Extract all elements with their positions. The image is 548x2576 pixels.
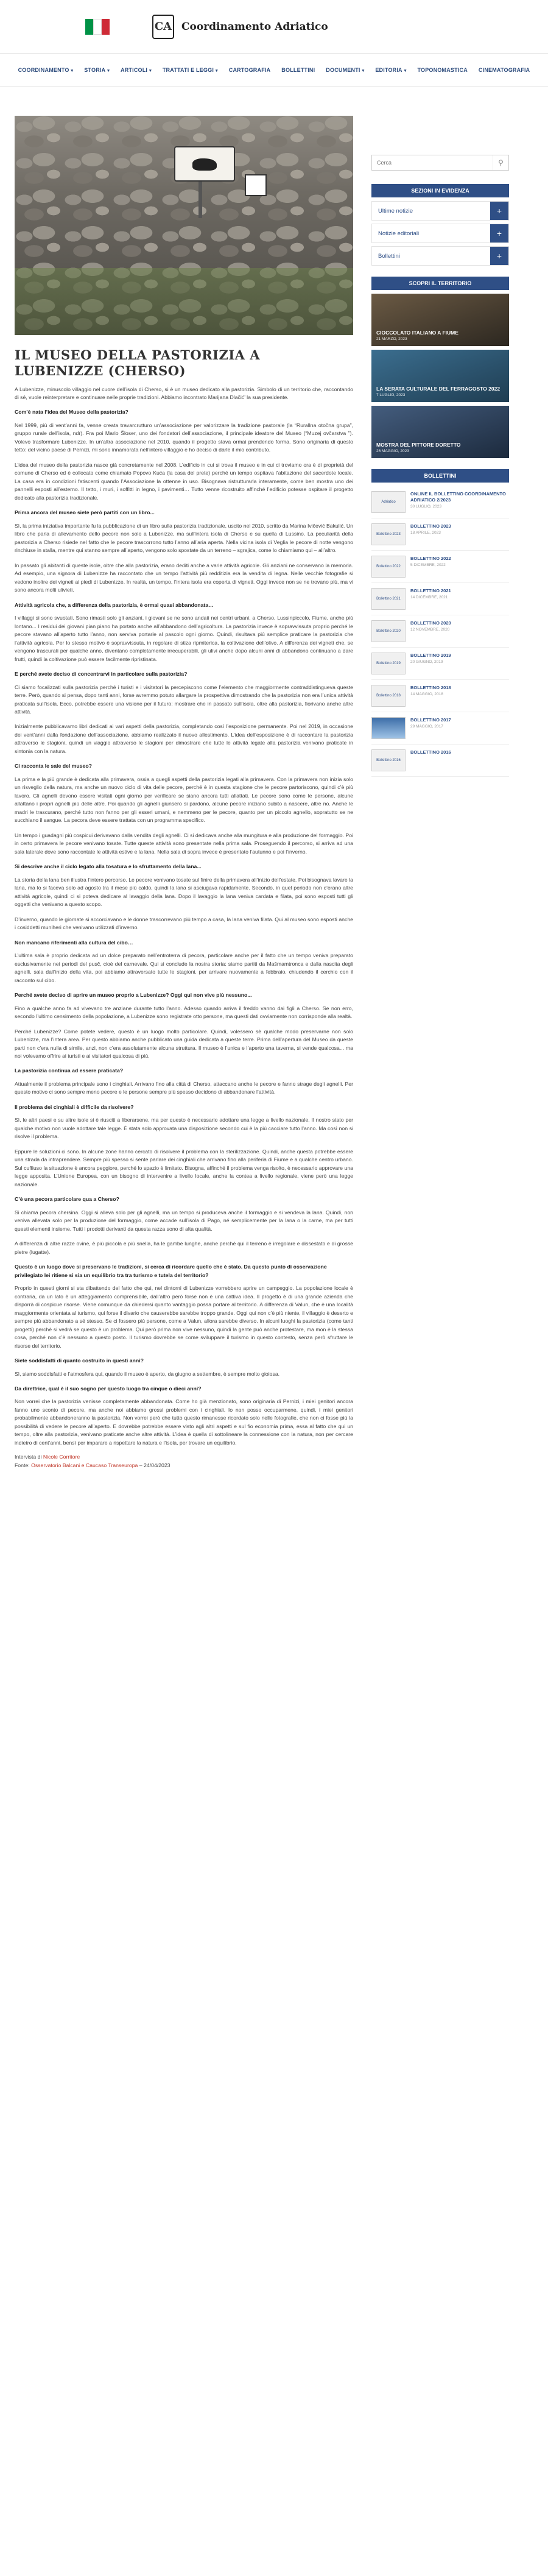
bulletin-title[interactable]: BOLLETTINO 2022 xyxy=(410,556,451,561)
highlights-heading: SEZIONI IN EVIDENZA xyxy=(371,184,509,197)
bulletin-info xyxy=(410,685,451,696)
territory-card[interactable] xyxy=(371,350,509,402)
bulletin-thumbnail[interactable]: Bollettino 2018 xyxy=(371,685,406,707)
bulletin-info xyxy=(410,523,451,535)
interview-question: Questo è un luogo dove si preservano le tradizioni, si cerca di ricordare quello che è stato. Da questo punto di osservazione privilegiato lei ritiene si sia un equilibrio tra tra turismo e tutela del territorio? xyxy=(15,1264,327,1278)
sidebar xyxy=(371,87,509,1468)
nav-item-label: BOLLETTINI xyxy=(281,66,315,73)
territory-card-caption xyxy=(376,442,504,453)
highlight-item[interactable] xyxy=(371,224,509,243)
search-box xyxy=(371,155,509,171)
article-paragraph: D’inverno, quando le giornate si accorciavano e le donne trascorrevano più tempo a casa, la lana veniva filata. Qui al museo sono esposti anche i cosiddetti muniheri che venivano utilizzati d’inverno. xyxy=(15,916,353,931)
chevron-down-icon: ▾ xyxy=(71,68,74,73)
highlight-label: Notizie editoriali xyxy=(378,230,420,237)
territory-card-date: 26 MAGGIO, 2023 xyxy=(376,449,409,453)
search-icon[interactable]: ⚲ xyxy=(493,155,508,170)
article-source xyxy=(15,1462,353,1468)
bulletin-date: 5 DICEMBRE, 2022 xyxy=(410,562,446,567)
museum-sign xyxy=(174,146,235,182)
interview-question: La pastorizia continua ad essere praticata? xyxy=(15,1067,124,1074)
bulletin-thumbnail[interactable]: Bollettino 2020 xyxy=(371,620,406,642)
nav-item-label: DOCUMENTI xyxy=(326,66,360,73)
bulletin-title[interactable]: BOLLETTINO 2017 xyxy=(410,717,451,723)
chevron-down-icon: ▾ xyxy=(362,68,365,73)
bulletin-item[interactable] xyxy=(371,680,509,712)
interview-question: Da direttrice, qual è il suo sogno per questo luogo tra cinque o dieci anni? xyxy=(15,1385,202,1392)
bulletin-item[interactable] xyxy=(371,745,509,777)
nav-item-cinematografia[interactable] xyxy=(473,67,535,73)
article-body xyxy=(15,386,353,1448)
nav-item-label: CARTOGRAFIA xyxy=(228,66,271,73)
bulletin-title[interactable]: BOLLETTINO 2016 xyxy=(410,749,451,755)
bulletin-info xyxy=(410,491,509,509)
bulletin-item[interactable] xyxy=(371,648,509,680)
nav-item-coordinamento[interactable] xyxy=(13,67,79,73)
interview-question: C’è una pecora particolare qua a Cherso? xyxy=(15,1196,119,1203)
interview-question: Si descrive anche il ciclo legato alla tosatura e lo sfruttamento della lana... xyxy=(15,863,202,870)
sheep-sign xyxy=(245,174,267,196)
chevron-down-icon: ▾ xyxy=(149,68,152,73)
territory-card-title[interactable]: MOSTRA DEL PITTORE DORETTO xyxy=(376,441,461,448)
article-paragraph: L’ultima sala è proprio dedicata ad un dolce preparato nell’entroterra di pecora, particolare anche per il fatto che un tempo veniva preparato esclusivamente nei periodi del pusč, cioè del carnevale. Qui si conclude la nostra storia: siamo partiti da Mašmamtronca e dalla nascita degli agnelli, sala dall’inizio della vita, poi abbiamo attraversato tutte le stagioni, per arrivare nuovamente a febbraio, chiudendo il cerchio con il racconto sul cibo. xyxy=(15,952,353,983)
bulletin-info xyxy=(410,588,451,600)
article-paragraph: Inizialmente pubblicavamo libri dedicati ai vari aspetti della pastorizia, completando così l’esposizione permanente. Poi nel 2019, in occasione dei vent’anni dalla fondazione dell’associazione, abbiamo realizzato il nuovo allestimento. L’idea dell’esposizione è di raccontare la pastorizia attraverso le stagioni, quindi un viaggio attraverso le stagioni per dimostrare che tutte le attività legate alla pastorizia venivano praticate in sintonia con la natura. xyxy=(15,723,353,754)
bulletin-thumbnail[interactable]: Adriatico xyxy=(371,491,406,513)
bulletin-thumbnail[interactable]: Bollettino 2023 xyxy=(371,523,406,545)
bulletin-title[interactable]: BOLLETTINO 2020 xyxy=(410,620,451,626)
bulletin-thumbnail[interactable]: Bollettino 2019 xyxy=(371,653,406,674)
plus-icon[interactable]: + xyxy=(490,247,508,265)
nav-item-label: EDITORIA xyxy=(375,66,402,73)
bulletin-item[interactable] xyxy=(371,583,509,615)
bulletin-date: 29 MAGGIO, 2017 xyxy=(410,724,443,729)
territory-card-caption xyxy=(376,386,504,397)
interview-question: Il problema dei cinghiali è difficile da risolvere? xyxy=(15,1103,134,1110)
nav-item-label: TRATTATI E LEGGI xyxy=(162,66,214,73)
nav-item-bollettini[interactable] xyxy=(276,67,320,73)
chevron-down-icon: ▾ xyxy=(404,68,407,73)
article-paragraph: Sì, la prima iniziativa importante fu la pubblicazione di un libro sulla pastorizia tradizionale, uscito nel 2010, scritto da Marina Ivičević Bakulić. Un libro che parla di allevamento dello pecore non solo a Lubenizze, ma sull’intera isola di Cherso e su quella di Lussino. La peculiarità della pastorizia a Cherso risiede nel fatto che le pecore trascorrono tutto l’anno all’aria aperta. Nella vicina isola di Veglia le pecore di notte vengono rinchiuse in stalla, mentre qui stanno sempre all’aperto, vengono solo spostate da un terreno – sgrajica, come lo chiamiamo qui – all’altro. xyxy=(15,522,353,554)
article-paragraph: Attualmente il problema principale sono i cinghiali. Arrivano fino alla città di Cherso, attaccano anche le pecore e fanno strage degli agnelli. Per questo motivo ci sono sempre meno pecore e le persone sempre più spesso decidono di abbandonare l’attività. xyxy=(15,1080,353,1095)
nav-item-editoria[interactable] xyxy=(370,67,412,73)
source-separator: – xyxy=(139,1462,144,1469)
interview-question: Prima ancora del museo siete però partiti con un libro... xyxy=(15,509,155,516)
article-paragraph: L’idea del museo della pastorizia nasce già concretamente nel 2008. L’edificio in cui si trova il museo e in cui ci troviamo ora è di proprietà del comune di Cherso ed è collocato come chiamato Popovo Kuća (la casa del prete) perché un tempo ospitava l’abitazione del sacerdote locale. La casa era in condizioni fatiscenti quando l’Associazione la ottenne in uso. Bisognava ristrutturarla interamente, come ben mostra uno dei pannelli esposti all’esterno. Il tetto, i muri, i soffitti in legno, i pavimenti… Tutto venne ricostruito affinché l’edificio potesse ospitare il progetto dedicato alla pastorizia tradizionale. xyxy=(15,461,353,501)
nav-item-documenti[interactable] xyxy=(320,67,370,73)
highlight-label: Ultime notizie xyxy=(378,207,413,214)
nav-item-storia[interactable] xyxy=(79,67,115,73)
bulletin-date: 12 NOVEMBRE, 2020 xyxy=(410,627,450,632)
bulletin-title[interactable]: ONLINE IL BOLLETTINO COORDINAMENTO ADRIATICO 2/2023 xyxy=(410,491,506,503)
nav-item-label: CINEMATOGRAFIA xyxy=(478,66,530,73)
article-paragraph: La prima e la più grande è dedicata alla primavera, ossia a quegli aspetti della pastorizia legati alla primavera. Con la primavera non inizia solo un risveglio della natura, ma anche un nuovo ciclo di vita delle pecore, perché è in questa stagione che le pecore partoriscono, quindi c’è più lavoro. Gli agnelli devono essere visitati ogni giorno per verificare se siano ancora tutti allattati. Le pecore sono come le persone, alcune allattano i propri agnelli più delle altre. Poi quando gli agnelli giunsero si pardono, alcune pecore iniziano subito a nascere, altre no. Anche le madri le trascurano, perché tutto non fanno per gli esseri umani, e nemmeno per le pecore, quanto per un piccolo agnello, sopratutto se ne succhiano il sangue. La pecora deve essere trattata con un programma specifico. xyxy=(15,776,353,824)
article-paragraph: Fino a qualche anno fa ad vivevano tre anziane durante tutto l’anno. Adesso quando arriva il freddo vanno dai figli a Cherso. Se non erro, secondo l’ultimo censimento della popolazione, a Lubenizze sono registrate otto persone, ma questi dati ovviamente non corrisponde alla realtà. xyxy=(15,1005,353,1020)
bulletin-title[interactable]: BOLLETTINO 2018 xyxy=(410,685,451,690)
interview-question: E perché avete deciso di concentrarvi in particolare sulla pastorizia? xyxy=(15,671,188,678)
bulletin-date: 20 GIUGNO, 2019 xyxy=(410,659,443,664)
bulletins-heading: BOLLETTINI xyxy=(371,469,509,483)
article-paragraph: A Lubenizze, minuscolo villaggio nel cuore dell’isola di Cherso, si è un museo dedicato alla pastorizia. Simbolo di un territorio che, raccontando di sé, vuole reinterpretare e continuare nelle proprie tradizioni. Abbiamo incontrato Marijana Dlačić’ la sua presidente. xyxy=(15,386,353,400)
interview-question: Perché avete deciso di aprire un museo proprio a Lubenizze? Oggi qui non vive più nessuno... xyxy=(15,992,252,999)
main-content xyxy=(15,87,353,1468)
territory-card[interactable] xyxy=(371,406,509,458)
article-paragraph: Proprio in questi giorni si sta dibattendo del fatto che qui, nel dintorni di Lubenizze vorrebbero aprire un campeggio. La popolazione locale è contraria, da un lato è un atteggiamento comprensibile, dall’altro però forse non è una cattiva idea. Il progetto è di una grande azienda che disporrà di cospicue risorse. Viene comunque da chiedersi quanto vantaggio possa portare al territorio. A differenza di Valun, che è una località maggiormente orientata al turismo, qui forse il divario che causerebbe sarebbe troppo grande. Oggi qui non c’è più niente, il villaggio è deserto e sempre più abbandonato a sé stesso. Se ci fossero più persone, come a Valun, allora sarebbe diverso. In alcuni luoghi la pastorizia (come tanti progetti) perché si vedrà se questo è un problema. Qui però prima non vive nessuno, quindi la gente può anche protestare, ma mon è la stessa cosa, perché non c’è nessuno a questo posto. Il turismo dovrebbe se come sviluppare il turismo in questo contesto, senza però sfruttare le risorse del territorio. xyxy=(15,1285,353,1349)
bulletin-info xyxy=(410,556,451,567)
bulletin-item[interactable] xyxy=(371,518,509,551)
nav-item-cartografia[interactable] xyxy=(223,67,276,73)
site-header xyxy=(0,0,548,54)
interview-by-label: Intervista di xyxy=(15,1454,42,1460)
article-paragraph: Ci siamo focalizzati sulla pastorizia perché i turisti e i visitatori la percepiscono come l’elemento che maggiormente contraddistingueva queste terre. Però, quando si pensa, dopo tanti anni, forse avremmo potuto allargare la prospettiva dimostrando che la pastorizia non era l’unica attività praticata sull’isola. Ecco, potrebbe essere una visione per il futuro: mostrare che in passato sull’isola, oltre alla pastorizia, fiorivano anche altre attività. xyxy=(15,684,353,715)
article-paragraph: In passato gli abitanti di queste isole, oltre che alla pastorizia, erano dediti anche a varie attività agricole. Gli anziani ne conservano la memoria. Ad esempio, una signora di Lubenizze ha raccontato che un tempo l’attività più redditizia era la vendita di legna. Nelle vecchie fotografie si vedono inoltre dei vigneti ai piedi di Lubenizze. In realtà, un tempo, l’intera isola era coperta di vigneti. Oggi invece non se ne trovano più, ma vi sono ancora molti ulivieti. xyxy=(15,562,353,593)
bulletin-item[interactable] xyxy=(371,486,509,518)
article-paragraph: Nel 1999, più di vent’anni fa, venne creata travarcrutturo un’associazione per valorizzare la tradizione pastorale (la “Rurallna otočna grupa”, gruppo rurale dell’isola, ndr). Fra poi Mario Šloser, uno dei fondatori dell’associazione, il principale ideatore del Museo (“Muzej ovčarstva ”). Volevo trasformare Lubenizze. In un’altra associazione nel 2010, quando il progetto stava ormai prendendo forma. Sono originaria di questo tetto: del vicino paese di Pernizi, mi sono innamorata nell’intero villaggio e ho deciso di darle il mio contributo. xyxy=(15,422,353,453)
bulletin-thumbnail[interactable]: Bollettino 2021 xyxy=(371,588,406,610)
article-paragraph: Un tempo i guadagni più cospicui derivavano dalla vendita degli agnelli. Ci si dedicava anche alla mungitura e alla produzione del formaggio. Poi in certo primavera le pecore venivano tosate. Tutte queste attività sono presentate nella prima sala. Proseguendo il percorso, si arriva ad una sala laterale dove sono raccontate le attività estive e la lana. Nella sala di sopra invece è presentato l’autunno e poi l’inverno. xyxy=(15,832,353,855)
article-paragraph: Sì, siamo soddisfatti e l’atmosfera qui, quando il museo è aperto, da giugno a settembre, è sempre molto gioiosa. xyxy=(15,1370,280,1377)
article-credits xyxy=(15,1454,353,1460)
bulletin-date: 18 APRILE, 2023 xyxy=(410,530,441,535)
bulletin-date: 14 DICEMBRE, 2021 xyxy=(410,595,448,600)
plus-icon[interactable]: + xyxy=(490,224,508,242)
bulletin-info xyxy=(410,653,451,664)
bulletin-date: 14 MAGGIO, 2018 xyxy=(410,692,443,696)
source-prefix: Fonte: xyxy=(15,1462,30,1469)
bulletin-title[interactable]: BOLLETTINO 2023 xyxy=(410,523,451,529)
bulletin-info xyxy=(410,749,451,757)
article-hero-image xyxy=(15,116,353,335)
article-paragraph: Si chiama pecora chersina. Oggi si alleva solo per gli agnelli, ma un tempo si produceva anche il formaggio e si vendeva la lana. Quindi, non veniva allevata solo per la produzione del formaggio, come accade sull’isola di Pago, né semplicemente per la lana o la carne, ma per tutti questi elementi insieme. Tutti i prodotti derivanti da questa razza sono di alta qualità. xyxy=(15,1209,353,1232)
bulletin-title[interactable]: BOLLETTINO 2021 xyxy=(410,588,451,593)
territory-card-date: 7 LUGLIO, 2023 xyxy=(376,393,406,397)
article-title: IL MUSEO DELLA PASTORIZIA A LUBENIZZE (CHERSO) xyxy=(15,347,261,379)
source-link[interactable]: Osservatorio Balcani e Caucaso Transeuropa xyxy=(31,1462,138,1469)
article-paragraph: Perché Lubenizze? Come potete vedere, questo è un luogo molto particolare. Quindi, volessero sè qualche modo preservarne non solo Lubenizze, ma l’intera area. Per questo abbiamo anche pubblicato una guida dedicata a queste terre. Prima dell’apertura del Museo da queste parti non c’era nulla di simile, anzi, non c’era assolutamente alcuna struttura. Il museo è l’unica e l’aperto una taverna, si vende qualcosa... ma noi volevamo offrire ai turisti e ai visitatori qualcosa di più. xyxy=(15,1028,353,1059)
territory-card[interactable] xyxy=(371,294,509,346)
chevron-down-icon: ▾ xyxy=(107,68,110,73)
plus-icon[interactable]: + xyxy=(490,202,508,220)
site-logo[interactable]: CA xyxy=(152,15,174,39)
nav-item-toponomastica[interactable] xyxy=(412,67,472,73)
interview-question: Com’è nata l’idea del Museo della pastorizia? xyxy=(15,409,128,416)
site-name[interactable]: Coordinamento Adriatico xyxy=(181,20,328,33)
italian-flag-icon xyxy=(85,19,110,35)
article-paragraph: La storia della lana ben illustra l’intero percorso. Le pecore venivano tosate sul finire della primavera all’inizio dell’estate. Poi bisognava lavare la lana, ma lo si faceva solo ad agosto tra il mese più caldo, quindi la lana si asciugava rapidamente. Secondo, in quel periodo non c’erano altre attività agricole, quindi ci si poteva dedicare al lavaggio della lana. Dopo il lavaggio la lana veniva cardata e filata, poi sono esposti tutti gli oggetti che venivano a questo scopo. xyxy=(15,876,353,908)
article-paragraph: A differenza di altre razze ovine, è più piccola e più snella, ha le gambe lunghe, anche perché qui il terreno è irregolare e dissestato e di grosse pietre (lugatte). xyxy=(15,1240,353,1255)
territory-heading: SCOPRI IL TERRITORIO xyxy=(371,277,509,290)
article-date: 24/04/2023 xyxy=(144,1462,170,1469)
nav-item-articoli[interactable] xyxy=(115,67,157,73)
article-paragraph: Eppure le soluzioni ci sono. In alcune zone hanno cercato di risolvere il problema con la sterilizzazione. Quindi, anche questa potrebbe essere una strada da intraprendere. Sempre più spesso si sente parlare dei cinghiali che arrivano fino alla periferia di Fiume e a qualche centro urbano. Sul cuffiuso la situazione è ancora peggiore, perché lo spazio è limitato. Bisogna, affinché il problema venga risolto, è necessario approvare una legge apposita. L’Unione Europea, con un bisogno di intervenire a livello locale, anche la contea a livello regionale, viene però una legge nazionale. xyxy=(15,1148,353,1187)
bulletin-info xyxy=(410,620,451,632)
main-navigation xyxy=(0,54,548,87)
bulletin-date: 30 LUGLIO, 2023 xyxy=(410,504,441,509)
nav-item-label: TOPONOMASTICA xyxy=(417,66,468,73)
interview-question: Attività agricola che, a differenza della pastorizia, è ormai quasi abbandonata… xyxy=(15,601,214,608)
territory-card-title[interactable]: CIOCCOLATO ITALIANO A FIUME xyxy=(376,329,458,336)
interview-question: Non mancano riferimenti alla cultura del cibo… xyxy=(15,939,133,946)
bulletin-thumbnail[interactable] xyxy=(371,717,406,739)
bulletin-item[interactable] xyxy=(371,615,509,648)
bulletin-info xyxy=(410,717,451,729)
territory-card-title[interactable]: LA SERATA CULTURALE DEL FERRAGOSTO 2022 xyxy=(376,385,501,392)
chevron-down-icon: ▾ xyxy=(216,68,218,73)
interview-question: Ci racconta le sale del museo? xyxy=(15,763,92,770)
nav-item-label: ARTICOLI xyxy=(121,66,148,73)
bulletin-item[interactable] xyxy=(371,551,509,583)
search-input[interactable] xyxy=(372,155,493,170)
highlight-label: Bollettini xyxy=(378,252,400,260)
article-paragraph: Sì, le altri paesi e su altre isole si è riusciti a liberarsene, ma per questo è necessario adottare una legge a livello nazionale. Il nostro stato per qualche motivo non vuole adottare tale legge. È stata solo approvata una disposizione secondo cui è la più cacciare tutto l’anno. Ma così non si risolve il problema. xyxy=(15,1117,353,1140)
highlight-item[interactable] xyxy=(371,201,509,221)
interview-question: Siete soddisfatti di quanto costruito in questi anni? xyxy=(15,1357,144,1364)
highlight-item[interactable] xyxy=(371,246,509,266)
article-paragraph: I villaggi si sono svuotati. Sono rimasti solo gli anziani, i giovani se ne sono andati nei centri urbani, a Cherso, Lussinpiccolo, Fiume, anche più lontano... I residui dei giovani pian piano ha portato anche all’abbandono dell’agricoltura. La pastorizia invece è sopravvissuta proprio perché le pecore stavano all’aperto tutto l’anno, non serviva portarle al pascolo ogni giorno. Quindi, risultava più semplice praticare la pastorizia che l’attività agricola. Per lo stesso motivo è sopravvissuta, in regolare di stiza ripmiterica, la coltivazione dell’olivo. A differenza dei vigneti che, se vengono trascurati per qualche anno, diventano completamente irrecuperabili, gli ulivi anche dopo alcuni anni di abbandono continuano a dare frutti, quindi la coltivazione può essere facilmente ripristinata. xyxy=(15,615,353,662)
territory-card-caption xyxy=(376,330,504,341)
nav-item-label: COORDINAMENTO xyxy=(18,66,69,73)
nav-item-trattati-e-leggi[interactable] xyxy=(157,67,223,73)
bulletin-title[interactable]: BOLLETTINO 2019 xyxy=(410,653,451,658)
nav-item-label: STORIA xyxy=(84,66,106,73)
bulletin-item[interactable] xyxy=(371,712,509,745)
author-link[interactable]: Nicole Corritore xyxy=(43,1454,80,1460)
bulletin-thumbnail[interactable]: Bollettino 2022 xyxy=(371,556,406,578)
article-paragraph: Non vorrei che la pastorizia venisse completamente abbandonata. Come ho già menzionato, sono originaria di Pernizi, i miei genitori ancora fanno uno sconto di pecore, ma anche noi abbiamo grossi problemi con i cinghiali. Io non posso occuparmene, quindi, i miei genitori probabilmente abbandoneranno la pastorizia. Non vorrei però che tutto questo rimanesse ricordato solo nelle fotografie, che non ci fosse più la possibilità di vedere le pecore all’aperto. E dovrebbe potrebbe essere visto agli altri aspetti e sul fio economia prima, essa al fatto che qui un tempo, oltre alla pastorizia, venivano praticate anche altre attività. L’idea è quella di sottolineare la connessione con la natura, non per cercare indietro di cent’anni, bensì per imparare a rispettare la natura e l’isola, per trovare un equilibrio. xyxy=(15,1398,353,1446)
bulletin-thumbnail[interactable]: Bollettino 2016 xyxy=(371,749,406,771)
territory-card-date: 21 MARZO, 2023 xyxy=(376,337,407,341)
